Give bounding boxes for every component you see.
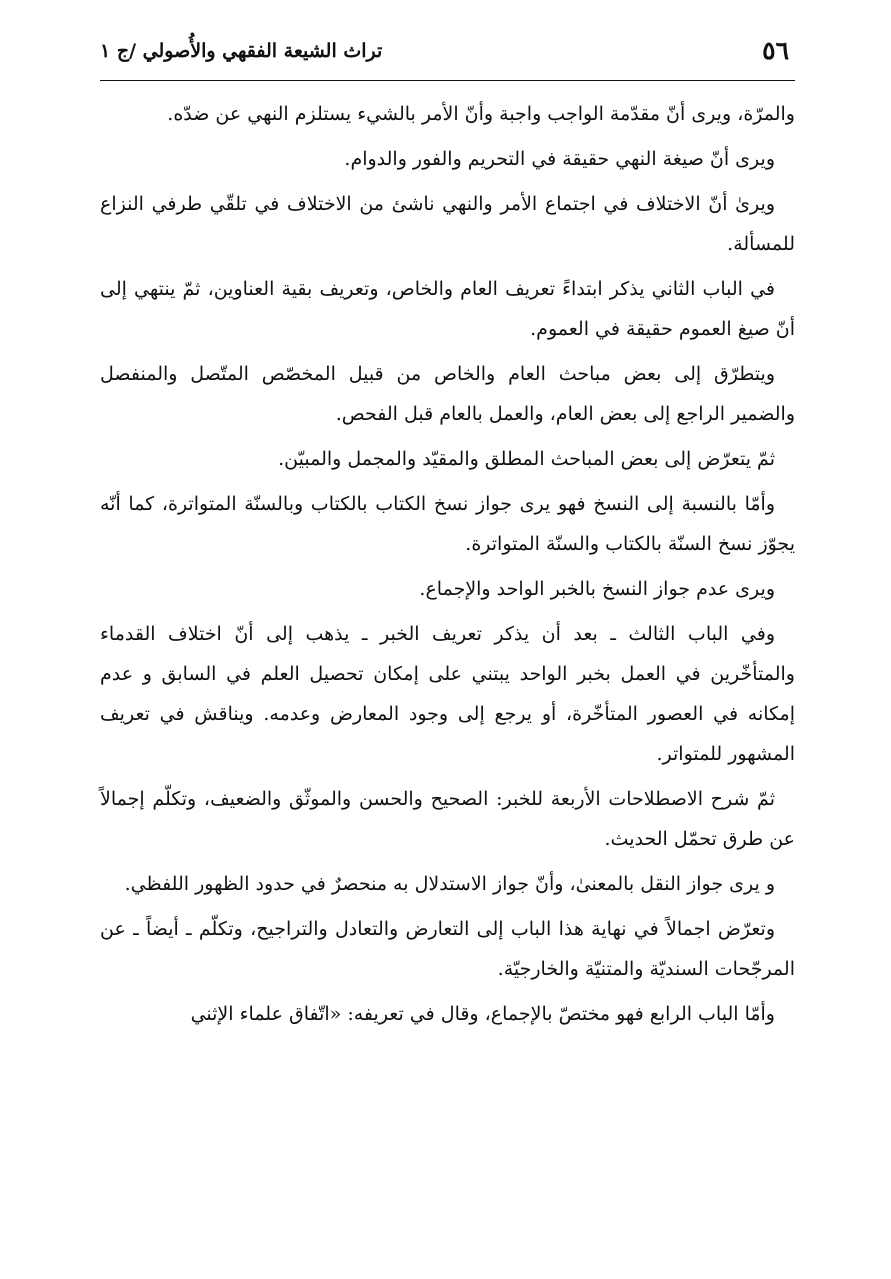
paragraph: ويتطرّق إلى بعض مباحث العام والخاص من قبيل المخصّص المتّصل والمنفصل والضمير الراجع إلى بعض العام، والعمل بالعام قبل الفحص. — [100, 363, 795, 425]
paragraph: ثمّ شرح الاصطلاحات الأربعة للخبر: الصحيح والحسن والموثّق والضعيف، وتكلّم إجمالاً عن طرق تحمّل الحديث. — [100, 788, 795, 850]
paragraph: في الباب الثاني يذكر ابتداءً تعريف العام والخاص، وتعريف بقية العناوين، ثمّ ينتهي إلى أنّ صيغ العموم حقيقة في العموم. — [100, 278, 795, 340]
page-number: ٥٦ — [762, 36, 789, 65]
paragraph: وفي الباب الثالث ـ بعد أن يذكر تعريف الخبر ـ يذهب إلى أنّ اختلاف القدماء والمتأخّرين في العمل بخبر الواحد يبتني على إمكان تحصيل العلم في السابق و عدم إمكانه في العصور المتأخّرة، أو يرجع إلى وجود المعارض وعدمه. ويناقش في تعريف المشهور للمتواتر. — [100, 623, 795, 765]
running-title: تراث الشيعة الفقهي والأُصولي /ج ١ — [100, 40, 383, 62]
paragraph: و يرى جواز النقل بالمعنىٰ، وأنّ جواز الاستدلال به منحصرٌ في حدود الظهور اللفظي. — [124, 873, 775, 895]
paragraph: وأمّا بالنسبة إلى النسخ فهو يرى جواز نسخ الكتاب بالكتاب وبالسنّة المتواترة، كما أنّه يجوّز نسخ السنّة بالكتاب والسنّة المتواترة. — [100, 493, 795, 555]
paragraph: ويرىٰ أنّ الاختلاف في اجتماع الأمر والنهي ناشئ من الاختلاف في تلقّي طرفي النزاع للمسألة. — [100, 193, 795, 255]
paragraph: والمرّة، ويرى أنّ مقدّمة الواجب واجبة وأنّ الأمر بالشيء يستلزم النهي عن ضدّه. — [167, 103, 795, 125]
body-text — [100, 94, 795, 1039]
page-header — [100, 34, 795, 74]
header-divider — [100, 80, 795, 81]
paragraph: ثمّ يتعرّض إلى بعض المباحث المطلق والمقيّد والمجمل والمبيّن. — [278, 448, 775, 470]
paragraph: وأمّا الباب الرابع فهو مختصّ بالإجماع، وقال في تعريفه: «اتّفاق علماء الإثني — [190, 1003, 775, 1025]
paragraph: ويرى عدم جواز النسخ بالخبر الواحد والإجماع. — [419, 578, 775, 600]
paragraph: وتعرّض اجمالاً في نهاية هذا الباب إلى التعارض والتعادل والتراجيح، وتكلّم ـ أيضاً ـ عن المرجّحات السنديّة والمتنيّة والخارجيّة. — [100, 918, 795, 980]
paragraph: ويرى أنّ صيغة النهي حقيقة في التحريم والفور والدوام. — [344, 148, 775, 170]
